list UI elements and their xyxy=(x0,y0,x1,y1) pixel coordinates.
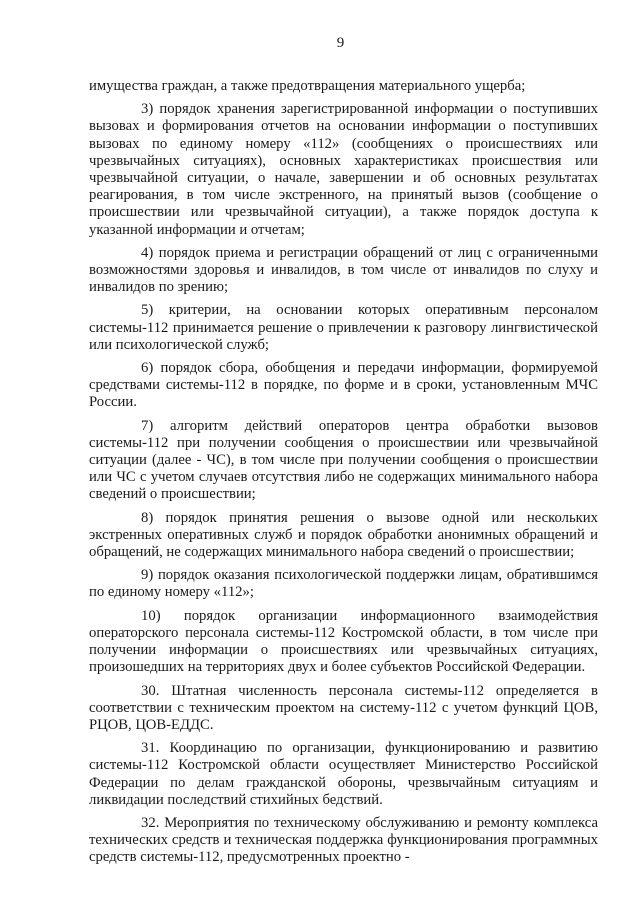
paragraph-item-9: 9) порядок оказания психологической поддержки лицам, обратившимся по единому номеру «112»; xyxy=(89,567,598,601)
page-number: 9 xyxy=(336,35,345,51)
paragraph-section-31: 31. Координацию по организации, функционированию и развитию системы-112 Костромской области осуществляет Министерство Российской Федерации по делам гражданской обороны, чрезвычайным ситуациям и ликвидации последствий стихийных бедствий. xyxy=(89,740,598,808)
paragraph-item-8: 8) порядок принятия решения о вызове одной или нескольких экстренных оперативных служб и порядок обработки анонимных обращений и обращений, не содержащих минимального набора сведений о происшествии; xyxy=(89,509,598,561)
page-body xyxy=(89,78,598,867)
paragraph-item-5: 5) критерии, на основании которых оперативным персоналом системы-112 принимается решение о привлечении к разговору лингвистической или психологической служб; xyxy=(89,302,598,353)
paragraph-item-4: 4) порядок приема и регистрации обращений от лиц с ограниченными возможностями здоровья и инвалидов, в том числе от инвалидов по слуху и инвалидов по зрению; xyxy=(89,244,598,296)
paragraph-section-32: 32. Мероприятия по техническому обслуживанию и ремонту комплекса технических средств и техническая поддержка функционирования программных средств системы-112, предусмотренных проектно - xyxy=(89,814,598,866)
paragraph-item-6: 6) порядок сбора, обобщения и передачи информации, формируемой средствами системы-112 в порядке, по форме и в сроки, установленным МЧС России. xyxy=(89,360,598,411)
paragraph-continuation: имущества граждан, а также предотвращения материального ущерба; xyxy=(89,78,526,94)
paragraph-section-30: 30. Штатная численность персонала системы-112 определяется в соответствии с техническим проектом на систему-112 с учетом функций ЦОВ, РЦОВ, ЦОВ-ЕДДС. xyxy=(89,682,598,733)
paragraph-item-3: 3) порядок хранения зарегистрированной информации о поступивших вызовах и формирования отчетов на основании информации о поступивших вызовах по единому номеру «112» (сообщениях о происшествиях или чрезвычайных ситуациях), основных характеристиках происшествия или чрезвычайной ситуации, о начале, завершении и об основных результатах реагирования, в том числе экстренного, на принятый вызов (сообщение о происшествии или чрезвычайной ситуации), а также порядок доступа к указанной информации и отчетам; xyxy=(89,101,598,238)
paragraph-item-10: 10) порядок организации информационного взаимодействия операторского персонала системы-112 Костромской области, в том числе при получении информации о происшествиях или чрезвычайных ситуациях, произошедших на территориях двух и более субъектов Российской Федерации. xyxy=(89,607,598,676)
paragraph-item-7: 7) алгоритм действий операторов центра обработки вызовов системы-112 при получении сообщения о происшествии или чрезвычайной ситуации (далее - ЧС), в том числе при получении сообщения о происшествии или ЧС с учетом случаев отсутствия либо не содержащих минимального набора сведений о происшествии; xyxy=(89,417,598,503)
